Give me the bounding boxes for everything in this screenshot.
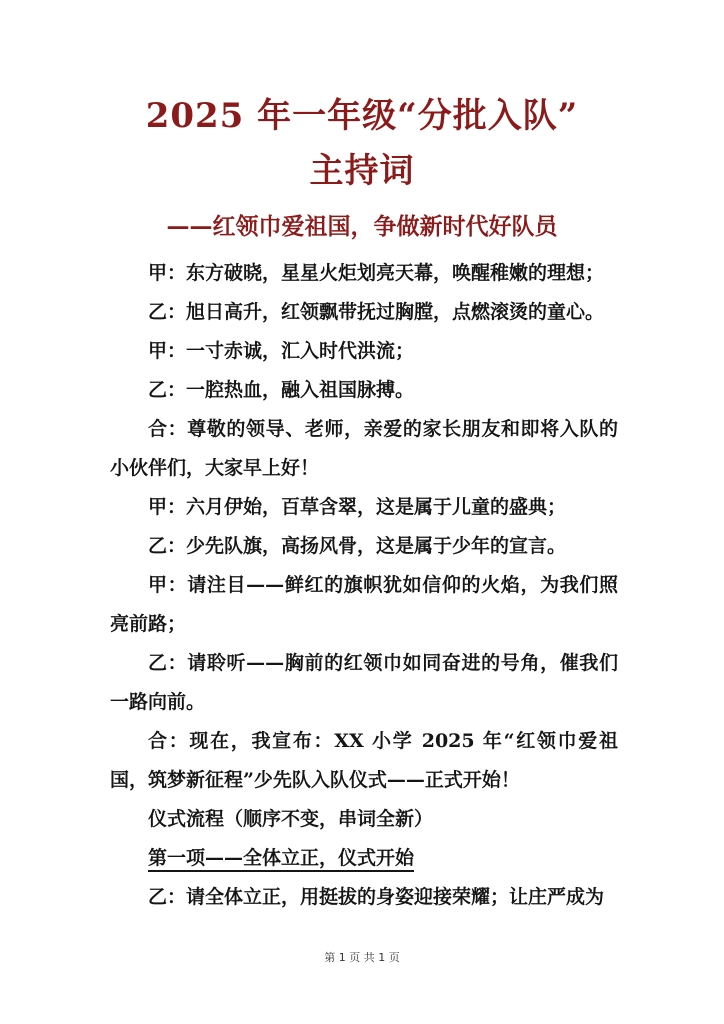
paragraph: 乙：少先队旗，高扬风骨，这是属于少年的宣言。 bbox=[148, 535, 567, 557]
paragraph: 乙：一腔热血，融入祖国脉搏。 bbox=[148, 379, 415, 401]
document-subtitle: ——红领巾爱祖国，争做新时代好队员 bbox=[166, 213, 558, 240]
section-heading-paragraph bbox=[110, 839, 618, 878]
paragraph: 甲：六月伊始，百草含翠，这是属于儿童的盛典； bbox=[148, 496, 567, 518]
page-footer: 第 1 页 共 1 页 bbox=[324, 951, 400, 964]
paragraph: 合：现在，我宣布：XX 小学 2025 年“红领巾爱祖国，筑梦新征程”少先队入队仪式——正式开始！ bbox=[110, 730, 618, 791]
paragraph: 甲：东方破晓，星星火炬划亮天幕，唤醒稚嫩的理想； bbox=[148, 262, 605, 284]
paragraph: 甲：一寸赤诚，汇入时代洪流； bbox=[148, 340, 415, 362]
paragraph: 乙：旭日高升，红领飘带抚过胸膛，点燃滚烫的童心。 bbox=[148, 301, 605, 323]
paragraph: 乙：请全体立正，用挺拔的身姿迎接荣耀；让庄严成为 bbox=[148, 886, 605, 908]
paragraph: 合：尊敬的领导、老师，亲爱的家长朋友和即将入队的小伙伴们，大家早上好！ bbox=[110, 418, 618, 479]
paragraph: 仪式流程（顺序不变，串词全新） bbox=[148, 808, 434, 830]
document-title-line-2: 主持词 bbox=[309, 151, 415, 191]
paragraph: 甲：请注目——鲜红的旗帜犹如信仰的火焰，为我们照亮前路； bbox=[110, 574, 618, 635]
document-title-line-1: 2025 年一年级“分批入队” bbox=[145, 96, 579, 136]
paragraph: 乙：请聆听——胸前的红领巾如同奋进的号角，催我们一路向前。 bbox=[110, 652, 618, 713]
section-heading: 第一项——全体立正，仪式开始 bbox=[148, 847, 415, 869]
document-body bbox=[110, 254, 618, 917]
